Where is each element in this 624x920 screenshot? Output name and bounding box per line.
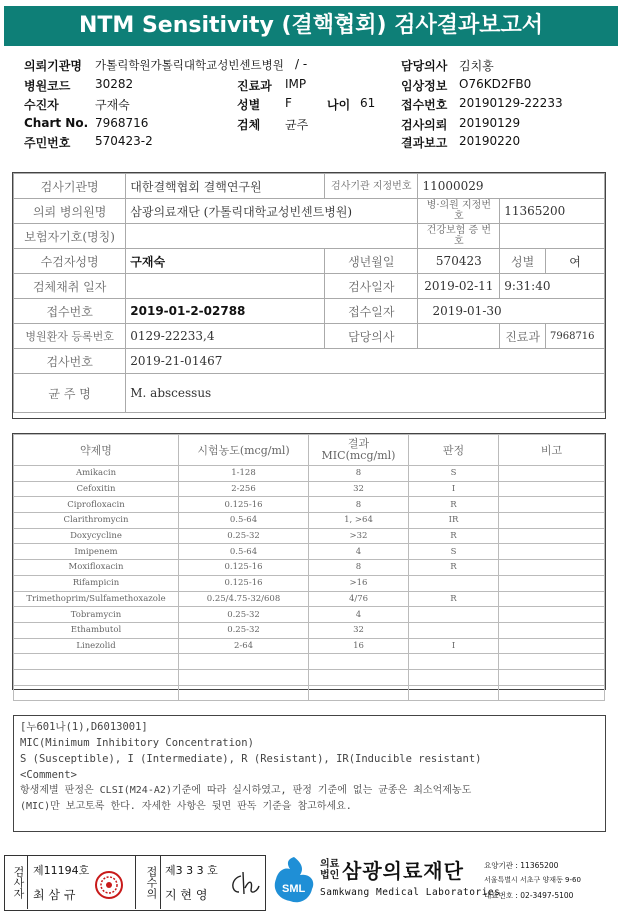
col-mic: 결과 MIC(mcg/ml) [309,435,409,466]
drug-row [14,560,605,576]
concentration-cell: 1-128 [179,466,309,482]
drug-name-cell: Imipenem [14,544,179,560]
receipt-label: 접수번호 [401,98,448,112]
drug-row [14,528,605,544]
remarks-cell [499,528,605,544]
info-sex-label: 성별 [500,249,546,274]
mic-result-cell: >32 [309,528,409,544]
collect-label: 검체채취 일자 [14,274,126,299]
resident-value: 570423-2 [95,134,153,148]
drug-row [14,513,605,529]
name-value: 구재숙 [126,249,325,274]
interpretation-cell: R [409,528,499,544]
interpretation-cell: R [409,497,499,513]
req-hosp-label: 의뢰 병의원명 [14,199,126,224]
examiner-no: 제11194호 [33,864,90,877]
drug-name-cell [14,654,179,670]
drug-name-cell: Amikacin [14,466,179,482]
age-value: 61 [360,96,376,110]
drug-name-cell: Tobramycin [14,607,179,623]
age-label: 나이 [327,98,351,112]
concentration-cell [179,654,309,670]
drug-row [14,497,605,513]
institution-value: 가톨릭학원가톨릭대학교성빈센트병원 [95,58,284,72]
approver-name: 지 현 영 [165,888,208,902]
drug-name-cell: Linezolid [14,638,179,654]
drug-name-cell: Trimethoprim/Sulfamethoxazole [14,591,179,607]
drug-name-cell: Ciprofloxacin [14,497,179,513]
mic-result-cell: 4 [309,544,409,560]
approver-no: 제3 3 3 호 [165,864,218,877]
info-sex-value: 여 [546,249,605,274]
request-label: 검사의뢰 [401,118,448,132]
test-date-value: 2019-02-11 [418,274,500,299]
concentration-cell: 0.25/4.75-32/608 [179,591,309,607]
org-phone: 대표번호 : 02-3497-5100 [484,891,574,900]
institution-label: 의뢰기관명 [24,59,82,73]
collect-value [126,274,325,299]
ward-value: / - [295,57,308,71]
test-org-value: 대한결핵협회 결핵연구원 [126,174,325,199]
remarks-cell [499,669,605,685]
request-value: 20190129 [459,116,521,130]
remarks-cell [499,638,605,654]
drug-row [14,466,605,482]
mic-result-cell: 8 [309,560,409,576]
doc-label: 담당의사 [325,324,418,349]
drug-name-cell: Doxycycline [14,528,179,544]
drug-row [14,638,605,654]
approver-label: 접수의 [135,856,161,909]
drug-name-cell: Clarithromycin [14,513,179,529]
mic-result-cell: 8 [309,466,409,482]
strain-value: M. abscessus [126,374,605,413]
org-name: 삼광의료재단 [342,859,464,883]
note-mic: MIC(Minimum Inhibitory Concentration) [20,737,254,749]
chart-value: 7968716 [95,116,149,130]
interpretation-cell: I [409,638,499,654]
test-date-label: 검사일자 [325,274,418,299]
health-ins-label: 건강보험 증 번 호 [418,224,500,249]
insured-value [126,224,418,249]
sml-logo-icon [270,855,318,907]
note-comment-label: <Comment> [20,769,77,781]
pt-reg-value: 0129-22233,4 [126,324,325,349]
drug-name-cell: Cefoxitin [14,481,179,497]
patient-info-box [12,172,606,419]
concentration-cell: 0.125-16 [179,560,309,576]
pt-reg-label: 병원환자 등록번호 [14,324,126,349]
drug-name-cell: Ethambutol [14,622,179,638]
exam-no-value: 2019-21-01467 [126,349,605,374]
test-org-no-label: 검사기관 지정번호 [325,174,418,199]
specimen-value: 균주 [285,118,309,132]
col-drug: 약제명 [14,435,179,466]
mic-result-cell: 32 [309,622,409,638]
remarks-cell [499,591,605,607]
name-label: 수검자성명 [14,249,126,274]
accept-date-value: 2019-01-30 [418,299,605,324]
resident-label: 주민번호 [24,136,71,150]
remarks-cell [499,575,605,591]
accept-no-label: 접수번호 [14,299,126,324]
interpretation-cell: S [409,544,499,560]
specimen-label: 검체 [237,118,261,132]
doc-value [418,324,500,349]
patient-label: 수진자 [24,98,59,112]
drug-row [14,669,605,685]
signature-box [4,855,266,911]
concentration-cell [179,685,309,701]
note-comment-line2: (MIC)만 보고토록 한다. 자세한 사항은 뒷면 판독 기준을 참고하세요. [20,801,352,812]
concentration-cell: 0.25-32 [179,622,309,638]
remarks-cell [499,607,605,623]
clinical-value: O76KD2FB0 [459,77,532,91]
concentration-cell [179,669,309,685]
dept-label: 진료과 [237,79,272,93]
mic-result-cell [309,685,409,701]
interpretation-cell [409,607,499,623]
mic-result-cell: 1, >64 [309,513,409,529]
note-legend: S (Susceptible), I (Intermediate), R (Resistant), IR(Inducible resistant) [20,753,482,765]
col-interpretation: 판정 [409,435,499,466]
org-prefix: 의료법인 [320,859,340,881]
interpretation-cell [409,654,499,670]
interpretation-cell: IR [409,513,499,529]
org-english: Samkwang Medical Laboratories [320,887,501,898]
mic-result-cell [309,669,409,685]
remarks-cell [499,654,605,670]
concentration-cell: 0.125-16 [179,575,309,591]
test-org-no-value: 11000029 [418,174,605,199]
hosp-no-value: 11365200 [500,199,605,224]
patient-value: 구재숙 [95,98,130,112]
chart-label: Chart No. [24,116,89,130]
exam-no-label: 검사번호 [14,349,126,374]
sex-label: 성별 [237,98,261,112]
sml-logo-text: SML [282,883,306,895]
receipt-value: 20190129-22233 [459,96,563,110]
drug-table [13,434,605,701]
drug-row [14,685,605,701]
report-value: 20190220 [459,134,521,148]
concentration-cell: 0.5-64 [179,544,309,560]
mic-result-cell: >16 [309,575,409,591]
mic-result-cell: 8 [309,497,409,513]
interpretation-cell: R [409,560,499,576]
dept-value: IMP [285,77,307,91]
remarks-cell [499,544,605,560]
report-title: NTM Sensitivity (결핵협회) 검사결과보고서 [4,6,618,46]
drug-name-cell: Moxifloxacin [14,560,179,576]
concentration-cell: 0.25-32 [179,607,309,623]
info-dept-label: 진료과 [500,324,546,349]
hospcode-label: 병원코드 [24,79,71,93]
drug-row [14,607,605,623]
remarks-cell [499,497,605,513]
accept-no-value: 2019-01-2-02788 [126,299,325,324]
mic-result-cell: 32 [309,481,409,497]
org-code: 요양기관 : 11365200 [484,861,559,870]
concentration-cell: 0.125-16 [179,497,309,513]
birth-value: 570423 [418,249,500,274]
seal-stamp [94,870,124,900]
mic-result-cell: 16 [309,638,409,654]
remarks-cell [499,622,605,638]
insured-label: 보험자기호(명칭) [14,224,126,249]
birth-label: 생년월일 [325,249,418,274]
remarks-cell [499,685,605,701]
health-ins-value [500,224,605,249]
interpretation-cell [409,685,499,701]
test-time-value: 9:31:40 [500,274,605,299]
hosp-no-label: 병·의원 지정번호 [418,199,500,224]
drug-name-cell: Rifampicin [14,575,179,591]
col-concentration: 시험농도(mcg/ml) [179,435,309,466]
remarks-cell [499,560,605,576]
doctor-label: 담당의사 [401,59,448,73]
remarks-cell [499,513,605,529]
drug-table-header [14,435,605,466]
col-remarks: 비고 [499,435,605,466]
accept-date-label: 접수일자 [325,299,418,324]
note-code: [누601나(1),D6013001] [20,721,148,733]
drug-name-cell [14,685,179,701]
drug-table-box [12,433,606,690]
drug-row [14,591,605,607]
interpretation-cell: I [409,481,499,497]
drug-row [14,544,605,560]
drug-row [14,575,605,591]
interpretation-cell: S [409,466,499,482]
drug-row [14,654,605,670]
signature [227,870,261,898]
mic-result-cell: 4/76 [309,591,409,607]
org-footer [270,855,620,911]
interpretation-cell [409,669,499,685]
interpretation-cell: R [409,591,499,607]
info-dept-value: 7968716 [546,324,605,349]
note-comment-line1: 항생제별 판정은 CLSI(M24-A2)기준에 따라 실시하였고, 판정 기준에 없는 균종은 최소억제농도 [20,785,472,796]
remarks-cell [499,481,605,497]
org-address: 서울특별시 서초구 양재동 9-60 [484,876,581,884]
test-org-label: 검사기관명 [14,174,126,199]
concentration-cell: 2-256 [179,481,309,497]
concentration-cell: 2-64 [179,638,309,654]
drug-row [14,481,605,497]
concentration-cell: 0.5-64 [179,513,309,529]
interpretation-cell [409,622,499,638]
clinical-label: 임상정보 [401,79,448,93]
req-hosp-value: 삼광의료재단 (가톨릭대학교성빈센트병원) [126,199,418,224]
sex-value: F [285,96,292,110]
patient-info-table [13,173,605,413]
hospcode-value: 30282 [95,77,134,91]
doctor-value: 김치홍 [459,59,494,73]
mic-result-cell [309,654,409,670]
drug-row [14,622,605,638]
examiner-label: 검사자 [5,856,28,909]
strain-label: 균 주 명 [14,374,126,413]
drug-name-cell [14,669,179,685]
mic-result-cell: 4 [309,607,409,623]
interpretation-cell [409,575,499,591]
remarks-cell [499,466,605,482]
note-box [13,715,606,832]
examiner-name: 최 삼 규 [33,888,76,902]
report-label: 결과보고 [401,136,448,150]
concentration-cell: 0.25-32 [179,528,309,544]
